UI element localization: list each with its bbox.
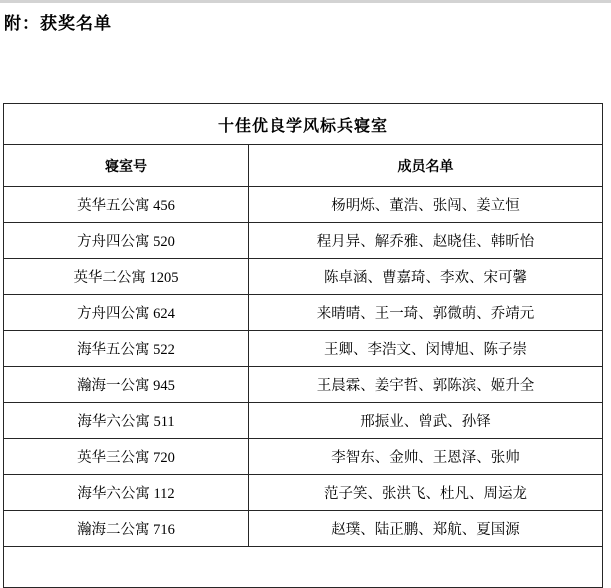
members-cell: 来晴晴、王一琦、郭微萌、乔靖元 xyxy=(249,295,603,331)
table-row xyxy=(4,511,603,547)
room-number-cell: 英华三公寓 720 xyxy=(4,439,249,475)
next-section-partial-row xyxy=(4,547,603,588)
members-cell: 赵璞、陆正鹏、郑航、夏国源 xyxy=(249,511,603,547)
table-row xyxy=(4,439,603,475)
table-row xyxy=(4,331,603,367)
table-row xyxy=(4,223,603,259)
room-number-cell: 瀚海二公寓 716 xyxy=(4,511,249,547)
members-cell: 杨明烁、董浩、张闯、姜立恒 xyxy=(249,187,603,223)
room-number-cell: 方舟四公寓 520 xyxy=(4,223,249,259)
column-header-members: 成员名单 xyxy=(249,145,603,187)
table-row xyxy=(4,367,603,403)
members-cell: 程月异、解乔雅、赵晓佳、韩昕怡 xyxy=(249,223,603,259)
next-section-empty-cell xyxy=(4,547,603,588)
table-row xyxy=(4,295,603,331)
room-number-cell: 方舟四公寓 624 xyxy=(4,295,249,331)
room-number-cell: 英华五公寓 456 xyxy=(4,187,249,223)
page-top-edge xyxy=(0,0,611,3)
members-cell: 王卿、李浩文、闵博旭、陈子崇 xyxy=(249,331,603,367)
room-number-cell: 海华六公寓 112 xyxy=(4,475,249,511)
table-title-row xyxy=(4,104,603,145)
table-row xyxy=(4,187,603,223)
attachment-heading: 附：获奖名单 xyxy=(4,14,112,33)
members-cell: 王晨霖、姜宇哲、郭陈滨、姬升全 xyxy=(249,367,603,403)
members-cell: 邢振业、曾武、孙铎 xyxy=(249,403,603,439)
room-number-cell: 英华二公寓 1205 xyxy=(4,259,249,295)
room-number-cell: 瀚海一公寓 945 xyxy=(4,367,249,403)
members-cell: 范子笑、张洪飞、杜凡、周运龙 xyxy=(249,475,603,511)
members-cell: 李智东、金帅、王恩泽、张帅 xyxy=(249,439,603,475)
room-number-cell: 海华五公寓 522 xyxy=(4,331,249,367)
members-cell: 陈卓涵、曹嘉琦、李欢、宋可馨 xyxy=(249,259,603,295)
table-row xyxy=(4,403,603,439)
table-row xyxy=(4,475,603,511)
table-row xyxy=(4,259,603,295)
table-title: 十佳优良学风标兵寝室 xyxy=(4,104,603,145)
table-header-row xyxy=(4,145,603,187)
room-number-cell: 海华六公寓 511 xyxy=(4,403,249,439)
award-table xyxy=(3,103,603,588)
column-header-room: 寝室号 xyxy=(4,145,249,187)
